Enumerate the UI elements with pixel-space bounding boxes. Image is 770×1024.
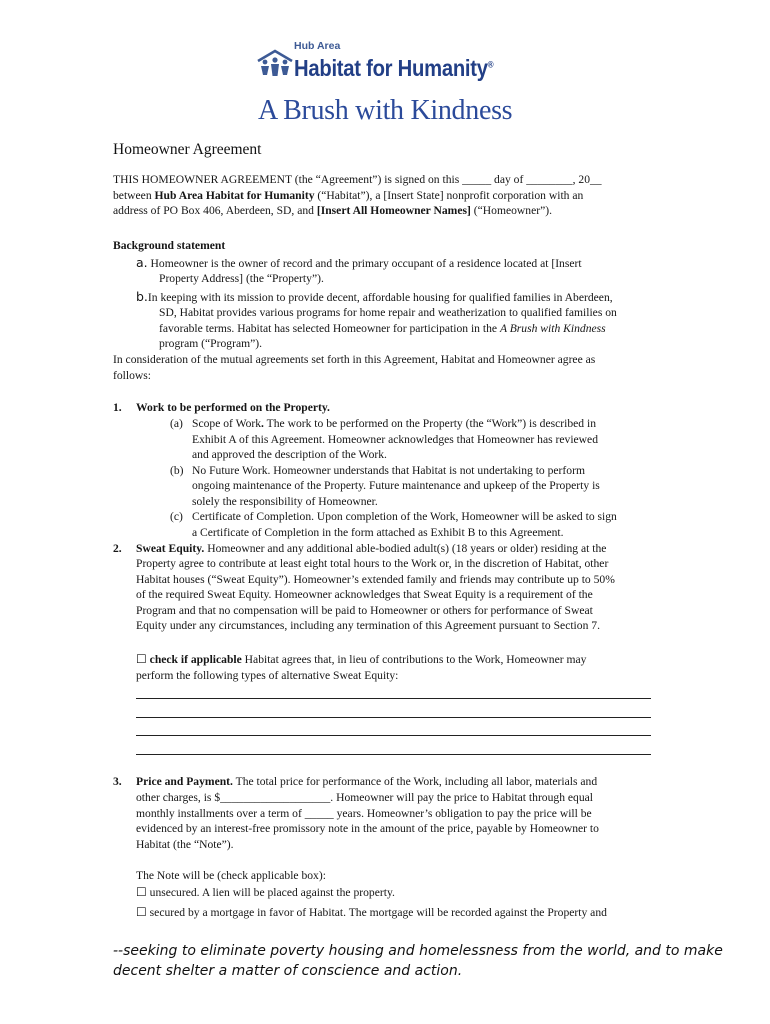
section-1-number: 1. [113,401,122,414]
consideration-line-2: follows: [113,369,152,382]
alt-sweat-equity-blank-2[interactable] [136,717,651,718]
unsecured-checkbox[interactable]: ☐ [136,885,147,899]
intro-paragraph [113,172,673,219]
section-3-line-1: Price and Payment. The total price for performance of the Work, including all labor, materials and [136,775,598,788]
program-title: A Brush with Kindness [258,95,513,126]
background-item-b-line-4: program (“Program”). [159,337,263,350]
section-1a-line-2: Exhibit A of this Agreement. Homeowner acknowledges that Homeowner has reviewed [192,433,598,446]
background-item-b: b.In keeping with its mission to provide decent, affordable housing for qualified families in Aberdeen, [136,289,613,304]
mission-footer [113,941,723,981]
org-small-label: Hub Area [294,40,341,52]
sweat-equity-checkbox[interactable]: ☐ [136,652,147,666]
section-2-line-2: Property agree to contribute at least eight total hours to the Work or, in the discretion of Habitat, other [136,557,609,570]
section-1c-line-2: a Certificate of Completion in the form attached as Exhibit B to this Agreement. [192,526,564,539]
intro-line-3: address of PO Box 406, Aberdeen, SD, and [Insert All Homeowner Names] (“Homeowner”). [113,204,552,218]
sweat-equity-checkbox-line: ☐ check if applicable Habitat agrees that, in lieu of contributions to the Work, Homeowner may [136,652,587,666]
sweat-equity-line-2: perform the following types of alternative Sweat Equity: [136,669,399,682]
alt-sweat-equity-blank-3[interactable] [136,735,651,736]
background-heading: Background statement [113,239,226,252]
mission-footer-line-2: decent shelter a matter of conscience and action. [113,963,463,979]
section-2-line-5: Program and that no compensation will be paid to Homeowner or others for performance of Sweat [136,604,593,617]
consideration-line-1: In consideration of the mutual agreements set forth in this Agreement, Habitat and Homeowner agree as [113,353,596,366]
section-2-number: 2. [113,542,122,555]
section-1b-line-2: ongoing maintenance of the Property. Future maintenance and upkeep of the Property is [192,479,600,492]
background-item-a-line-2: Property Address] (the “Property”). [159,272,324,285]
section-3-line-2: other charges, is $___________________. Homeowner will pay the price to Habitat through equal [136,791,593,804]
section-1c-line-1: Certificate of Completion. Upon completion of the Work, Homeowner will be asked to sign [192,510,617,523]
section-3-line-5: Habitat (the “Note”). [136,838,234,851]
check-if-applicable-label: check if applicable [149,653,242,666]
section-1-title: Work to be performed on the Property. [136,401,330,414]
registered-mark: ® [487,59,494,70]
section-1b-line-1: No Future Work. Homeowner understands that Habitat is not undertaking to perform [192,464,585,477]
section-2-line-1: Sweat Equity. Homeowner and any additional able-bodied adult(s) (18 years or older) residing at the [136,542,607,555]
background-item-b-line-3: favorable terms. Habitat has selected Homeowner for participation in the A Brush with Kindness [159,322,606,335]
section-2-line-3: Habitat houses (“Sweat Equity”). Homeowner’s extended family and friends may contribute up to 50% [136,573,615,586]
background-item-a: a. Homeowner is the owner of record and the primary occupant of a residence located at [Insert [136,255,582,270]
section-1b-line-3: solely the responsibility of Homeowner. [192,495,378,508]
section-2-line-4: of the required Sweat Equity. Homeowner acknowledges that Sweat Equity is a requirement of the [136,588,593,601]
alt-sweat-equity-blank-1[interactable] [136,698,651,699]
section-2-line-6: Equity under any circumstances, including any termination of this Agreement pursuant to Section 7. [136,619,600,632]
section-3-number: 3. [113,775,122,788]
mission-footer-line-1: --seeking to eliminate poverty housing and homelessness from the world, and to make [113,943,723,959]
doc-title: Homeowner Agreement [113,141,262,158]
background-item-b-line-2: SD, Habitat provides various programs for home repair and weatherization to qualified families on [159,306,617,319]
alt-sweat-equity-blank-4[interactable] [136,754,651,755]
section-1a-label: (a) [170,417,183,430]
intro-line-2: between Hub Area Habitat for Humanity (“Habitat”), a [Insert State] nonprofit corporation with an [113,188,584,202]
note-intro: The Note will be (check applicable box): [136,869,326,882]
org-name: Habitat for Humanity® [294,55,494,81]
section-1b-label: (b) [170,464,184,477]
habitat-logo-icon [257,49,293,77]
section-3-line-3: monthly installments over a term of _____ years. Homeowner’s obligation to pay the price will be [136,807,592,820]
section-1a-line-1: Scope of Work. The work to be performed on the Property (the “Work”) is described in [192,417,597,430]
secured-checkbox[interactable]: ☐ [136,905,147,919]
section-1c-label: (c) [170,510,183,523]
section-3-line-4: evidenced by an interest-free promissory note in the amount of the price, payable by Homeowner to [136,822,599,835]
note-option-unsecured: ☐ unsecured. A lien will be placed against the property. [136,885,395,899]
intro-line-1: THIS HOMEOWNER AGREEMENT (the “Agreement”) is signed on this _____ day of ________, 20__ [113,173,602,186]
section-1a-line-3: and approved the description of the Work. [192,448,387,461]
note-option-secured: ☐ secured by a mortgage in favor of Habitat. The mortgage will be recorded against the Property and [136,905,607,919]
